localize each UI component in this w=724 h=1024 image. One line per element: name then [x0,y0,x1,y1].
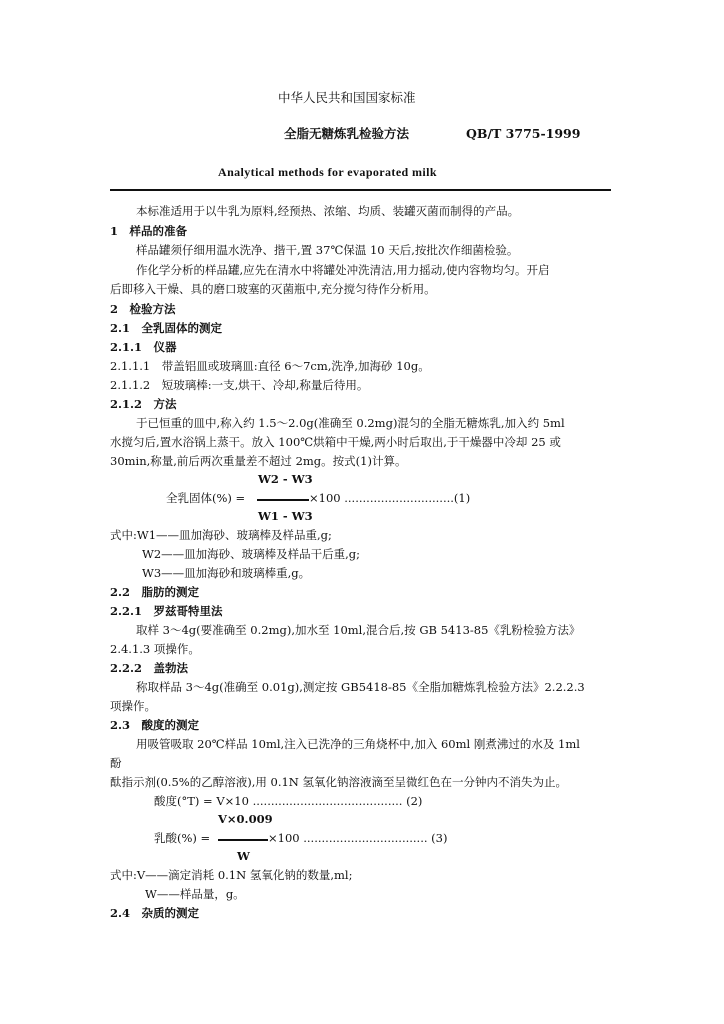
document-title: 全脂无糖炼乳检验方法 [284,126,410,141]
section-2-2-1-line-2: 2.4.1.3 项操作。 [110,642,200,656]
section-1-para-2-line-1: 作化学分析的样品罐,应先在清水中将罐处冲洗清洁,用力摇动,使内容物均匀。开启 [136,263,550,277]
section-2-3-heading: 2.3 酸度的测定 [110,718,200,732]
formula-1-numerator: W2 - W3 [258,472,313,486]
national-standard-label: 中华人民共和国国家标准 [278,90,416,105]
formula-3-w: W——样品量，g。 [145,887,245,901]
formula-1-rhs: ×100 ..............................(1) [309,491,471,505]
section-1-para-1: 样品罐须仔细用温水洗净、揩干,置 37℃保温 10 天后,按批次作细菌检验。 [136,243,519,257]
section-2-1-2-line-2: 水搅匀后,置水浴锅上蒸干。放入 100℃烘箱中干燥,两小时后取出,于干燥器中冷却 25 或 [110,435,561,449]
standard-code: QB/T 3775-1999 [466,126,581,141]
section-2-1-1-1: 2.1.1.1 带盖铝皿或玻璃皿:直径 6～7cm,洗净,加海砂 10g。 [110,359,430,373]
section-1-para-2-line-2: 后即移入干燥、具的磨口玻塞的灭菌瓶中,充分搅匀待作分析用。 [110,282,436,296]
section-2-3-line-1: 用吸管吸取 20℃样品 10ml,注入已洗净的三角烧杯中,加入 60ml 刚煮沸过的水及 1ml [136,737,580,751]
section-2-heading: 2 检验方法 [110,302,176,316]
header-divider [110,189,611,191]
formula-3-v: 式中:V——滴定消耗 0.1N 氢氧化钠的数量,ml; [110,868,353,882]
english-title: Analytical methods for evaporated milk [218,165,437,179]
section-2-2-heading: 2.2 脂肪的测定 [110,585,200,599]
section-2-4-heading: 2.4 杂质的测定 [110,906,200,920]
section-2-3-line-3: 酞指示剂(0.5%的乙醇溶液),用 0.1N 氢氧化钠溶液滴至呈微红色在一分钟内不消失为止。 [110,775,568,789]
section-2-2-1-line-1: 取样 3～4g(要准确至 0.2mg),加水至 10ml,混合后,按 GB 5413-85《乳粉检验方法》 [136,623,581,637]
section-2-1-2-heading: 2.1.2 方法 [110,397,177,411]
formula-3-denominator: W [237,849,250,863]
formula-1-denominator: W1 - W3 [258,509,313,523]
formula-3-numerator: V×0.009 [218,812,273,826]
section-2-1-2-line-3: 30min,称量,前后两次重量差不超过 2mg。按式(1)计算。 [110,454,407,468]
section-2-1-1-2: 2.1.1.2 短玻璃棒:一支,烘干、冷却,称量后待用。 [110,378,369,392]
section-2-2-1-heading: 2.2.1 罗兹哥特里法 [110,604,223,618]
formula-1-lhs: 全乳固体(%) = [166,491,246,505]
formula-1-w3: W3——皿加海砂和玻璃棒重,g。 [142,566,311,580]
section-2-3-line-2: 酚 [110,756,122,770]
section-2-1-heading: 2.1 全乳固体的测定 [110,321,223,335]
section-2-2-2-line-1: 称取样品 3～4g(准确至 0.01g),测定按 GB5418-85《全脂加糖炼乳检验方法》2.2.2.3 [136,680,585,694]
formula-2: 酸度(°T) = V×10 ......................................... (2) [154,794,423,808]
section-2-1-2-line-1: 于已恒重的皿中,称入约 1.5～2.0g(准确至 0.2mg)混匀的全脂无糖炼乳,加入约 5ml [136,416,565,430]
formula-3-rhs: ×100 .................................. (3) [268,831,448,845]
formula-1-w1: 式中:W1——皿加海砂、玻璃棒及样品重,g; [110,528,332,542]
formula-3-lhs: 乳酸(%) = [154,831,211,845]
section-2-2-2-heading: 2.2.2 盖勃法 [110,661,189,675]
section-2-2-2-line-2: 项操作。 [110,699,156,713]
formula-1-fraction-bar [257,499,309,501]
section-2-1-1-heading: 2.1.1 仪器 [110,340,177,354]
formula-1-w2: W2——皿加海砂、玻璃棒及样品干后重,g; [142,547,361,561]
intro-paragraph: 本标准适用于以牛乳为原料,经预热、浓缩、均质、装罐灭菌而制得的产品。 [136,204,520,218]
section-1-heading: 1 样品的准备 [110,224,188,238]
formula-3-fraction-bar [218,839,268,841]
